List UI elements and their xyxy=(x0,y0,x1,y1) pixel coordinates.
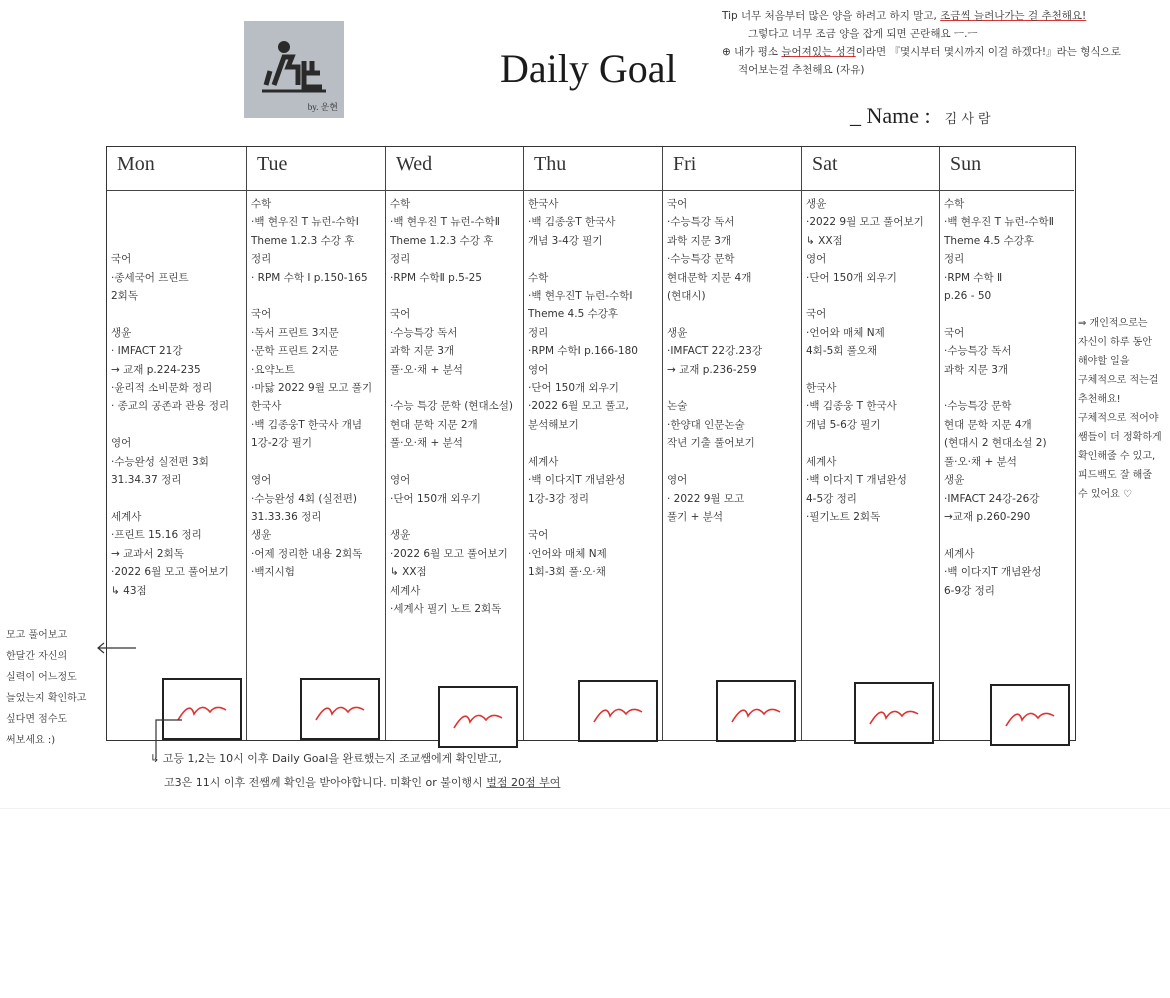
day-column-tue xyxy=(247,147,386,740)
side-note-line: 구체적으로 적는걸 xyxy=(1078,375,1159,386)
goal-line: ↳ XX점 xyxy=(390,566,427,579)
goal-line xyxy=(390,508,519,526)
goal-line: 현대문학 지문 4개 xyxy=(667,271,752,284)
day-goals xyxy=(940,191,1074,600)
goal-line: → 교과서 2회독 xyxy=(111,547,184,560)
goal-line: ·수능특강 독서 xyxy=(390,326,458,339)
goal-line: ·2022 6월 모고 풀어보기 xyxy=(111,566,229,579)
side-note-line: ⇒ 개인적으로는 xyxy=(1078,318,1148,329)
goal-line: 생윤 xyxy=(111,326,132,339)
goal-line: ·필기노트 2회독 xyxy=(806,510,881,523)
name-label: _ Name : xyxy=(850,103,931,128)
goal-line xyxy=(944,526,1070,544)
goal-line xyxy=(667,453,797,471)
signature-box-tue[interactable] xyxy=(300,678,380,740)
goal-line xyxy=(251,287,381,305)
goal-line: ·문학 프린트 2지문 xyxy=(251,345,339,358)
score-note-line: 써보세요 :) xyxy=(6,735,56,746)
day-header: Sun xyxy=(940,147,1074,191)
goal-line: 국어 xyxy=(390,308,411,321)
tip-line-1-emphasis: 조금씩 늘려나가는 걸 추천해요! xyxy=(940,10,1087,22)
goal-line: ·백 김종웅 T 한국사 xyxy=(806,400,897,413)
goal-line: ·수능 특강 문학 (현대소설) xyxy=(390,400,513,413)
goal-line: ·수능특강 문학 xyxy=(944,400,1012,413)
goal-line xyxy=(528,508,658,526)
goal-line: 1회-3회 풀·오·채 xyxy=(528,566,606,579)
goal-line: 세계사 xyxy=(390,584,421,597)
side-note-line: 피드백도 잘 해줄 xyxy=(1078,470,1152,481)
goal-line xyxy=(944,379,1070,397)
score-note-line: 싶다면 점수도 xyxy=(6,714,68,725)
goal-line: ·마닳 2022 9월 모고 풀기 xyxy=(251,382,373,395)
goal-line: ·수능특강 독서 xyxy=(667,216,735,229)
goal-line: ·단어 150개 외우기 xyxy=(806,271,897,284)
goal-line: 과학 지문 3개 xyxy=(944,363,1009,376)
goal-line: 국어 xyxy=(944,326,965,339)
goal-line: 6-9강 정리 xyxy=(944,584,995,597)
goal-line: ·RPM 수학Ⅰ p.166-180 xyxy=(528,345,638,358)
goal-line: ·단어 150개 외우기 xyxy=(528,382,619,395)
goal-line: 국어 xyxy=(528,529,549,542)
goal-line: Theme 1.2.3 수강 후 xyxy=(390,234,494,247)
penalty-emphasis: 벌점 20점 부여 xyxy=(486,776,561,789)
goal-line: 풀·오·채 + 분석 xyxy=(390,363,463,376)
goal-line: 분석해보기 xyxy=(528,418,579,431)
goal-line: 현대 문학 지문 4개 xyxy=(944,418,1032,431)
goal-line: 영어 xyxy=(806,253,827,266)
day-column-thu xyxy=(524,147,663,740)
name-value[interactable]: 김 사 람 xyxy=(944,112,991,127)
side-note-line: 쌤들이 더 정확하게 xyxy=(1078,432,1162,443)
goal-line: 한국사 xyxy=(528,198,559,210)
goal-line: 1강-3강 정리 xyxy=(528,492,590,505)
goal-line xyxy=(528,434,658,452)
day-column-wed xyxy=(386,147,524,740)
goal-line: 수학 xyxy=(944,198,965,210)
goal-line: ·언어와 매체 N제 xyxy=(528,547,607,560)
goal-line: ·독서 프린트 3지문 xyxy=(251,326,339,339)
goal-line: ·수능특강 독서 xyxy=(944,345,1012,358)
goal-line: ·한양대 인문논술 xyxy=(667,418,745,431)
goal-line: 한국사 xyxy=(806,382,837,395)
goal-line: (현대시 2 현대소설 2) xyxy=(944,437,1047,450)
goal-line: 수학 xyxy=(251,198,272,210)
goal-line xyxy=(806,361,935,379)
goal-line: 수학 xyxy=(390,198,411,210)
goal-line: →교재 p.260-290 xyxy=(944,510,1031,523)
goal-line: → 교재 p.224-235 xyxy=(111,363,201,376)
goal-line: 31.34.37 정리 xyxy=(111,474,182,487)
goal-line: p.26 - 50 xyxy=(944,290,992,303)
goal-line: ·IMFACT 22강.23강 xyxy=(667,345,762,358)
side-note-line: 자신이 하루 동안 xyxy=(1078,337,1152,348)
goal-line xyxy=(667,305,797,323)
tip-line-3: ⊕ 내가 평소 xyxy=(722,46,782,58)
goal-line: 풀기 + 분석 xyxy=(667,510,724,523)
goal-line: 세계사 xyxy=(806,455,837,468)
goal-line xyxy=(528,250,658,268)
goal-line: ·RPM 수학Ⅱ p.5-25 xyxy=(390,271,482,284)
goal-line: 세계사 xyxy=(528,455,559,468)
goal-line: ↳ 43점 xyxy=(111,584,147,597)
goal-line: 영어 xyxy=(667,474,688,487)
goal-line: ·프린트 15.16 정리 xyxy=(111,529,202,542)
day-header: Mon xyxy=(107,147,246,191)
goal-line xyxy=(806,287,935,305)
goal-line: Theme 1.2.3 수강 후 xyxy=(251,234,355,247)
goal-line: 정리 xyxy=(944,253,965,266)
signature-box-thu[interactable] xyxy=(578,680,658,742)
score-note-line: 늘었는지 확인하고 xyxy=(6,693,87,704)
day-goals xyxy=(247,191,385,582)
goal-line: 과학 지문 3개 xyxy=(667,234,732,247)
goal-line: · 2022 9월 모고 xyxy=(667,492,745,505)
tip-line-1: Tip 너무 처음부터 많은 양을 하려고 하지 말고, xyxy=(722,10,941,22)
tip-line-4: 적어보는걸 추천해요 (자유) xyxy=(738,64,865,76)
goal-line xyxy=(111,232,242,250)
day-goals xyxy=(524,191,662,582)
day-column-fri xyxy=(663,147,802,740)
score-note-line: 실력이 어느정도 xyxy=(6,672,77,683)
goal-line: 정리 xyxy=(251,253,272,266)
goal-line: 국어 xyxy=(806,308,827,321)
page-title: Daily Goal xyxy=(500,46,677,91)
goal-line: 과학 지문 3개 xyxy=(390,345,455,358)
day-goals xyxy=(802,191,939,526)
goal-line: 풀·오·채 + 분석 xyxy=(944,455,1017,468)
goal-line: 영어 xyxy=(111,437,132,450)
side-note-line: 해야할 일을 xyxy=(1078,356,1130,367)
goal-line: 국어 xyxy=(667,198,688,210)
day-header: Thu xyxy=(524,147,662,191)
goal-line xyxy=(111,305,242,323)
goal-line: ↳ XX점 xyxy=(806,234,843,247)
goal-line: ·IMFACT 24강-26강 xyxy=(944,492,1040,505)
goal-line: ·세계사 필기 노트 2회독 xyxy=(390,602,502,615)
bottom-note-line-1: ↳ 고등 1,2는 10시 이후 Daily Goal을 완료했는지 조교쌤에게 확인받고, xyxy=(150,752,502,765)
goal-line: ·백 김종웅T 한국사 개념 xyxy=(251,418,363,431)
goal-line: 영어 xyxy=(390,474,411,487)
goal-line: 생윤 xyxy=(251,529,272,542)
brand-logo xyxy=(244,21,344,118)
goal-line: · IMFACT 21강 xyxy=(111,345,183,358)
goal-line: ·2022 6월 모고 풀어보기 xyxy=(390,547,508,560)
score-note-line: 모고 풀어보고 xyxy=(6,630,68,641)
goal-line xyxy=(111,490,242,508)
goal-line xyxy=(251,453,381,471)
goal-line: ·백 김종웅T 한국사 xyxy=(528,216,616,229)
goal-line: ·RPM 수학 Ⅱ xyxy=(944,271,1003,284)
goal-line: ·백 현우진 T 뉴런-수학Ⅱ xyxy=(944,216,1054,229)
goal-line: 생윤 xyxy=(806,198,827,210)
logo-byline: by. 운현 xyxy=(307,102,338,112)
goal-line: 개념 5-6강 필기 xyxy=(806,418,881,431)
goal-line: ·종세국어 프린트 xyxy=(111,271,189,284)
goal-line: 작년 기출 풀어보기 xyxy=(667,437,755,450)
name-field xyxy=(850,103,991,129)
goal-line: ·단어 150개 외우기 xyxy=(390,492,481,505)
tip-line-3-emphasis: 늘어져있는 성격 xyxy=(781,46,856,58)
goal-line: 4회-5회 풀오채 xyxy=(806,345,878,358)
goal-line: ·수능완성 실전편 3회 xyxy=(111,455,209,468)
bottom-note xyxy=(150,747,560,795)
signature-box-wed[interactable] xyxy=(438,686,518,748)
goal-line xyxy=(667,379,797,397)
blank-area xyxy=(0,808,1170,998)
goal-line: Theme 4.5 수강후 xyxy=(944,234,1035,247)
day-header: Tue xyxy=(247,147,385,191)
signature-box-sat[interactable] xyxy=(854,682,934,744)
goal-line: 생윤 xyxy=(390,529,411,542)
side-note-line: 구체적으로 적어야 xyxy=(1078,413,1159,424)
tip-line-3-rest: 이라면 『몇시부터 몇시까지 이걸 하겠다!』라는 형식으로 xyxy=(855,46,1121,58)
goal-line: ·수능완성 4회 (실전편) xyxy=(251,492,358,505)
goal-line: 1강-2강 필기 xyxy=(251,437,313,450)
arrow-left-icon xyxy=(94,640,138,656)
goal-line: 현대 문학 지문 2개 xyxy=(390,418,478,431)
goal-line: ·요약노트 xyxy=(251,363,295,376)
day-header: Wed xyxy=(386,147,523,191)
tip-line-2: 그렇다고 너무 조금 양을 잡게 되면 곤란해요 ㅡ.ㅡ xyxy=(748,28,978,40)
goal-line: 국어 xyxy=(251,308,272,321)
day-column-sat xyxy=(802,147,940,740)
side-note-line: 확인해줄 수 있고, xyxy=(1078,451,1156,462)
weekly-goal-table xyxy=(106,146,1076,741)
side-note xyxy=(1078,314,1170,504)
side-note-line: 수 있어요 ♡ xyxy=(1078,489,1132,500)
goal-line: ·백 이다지T 개념완성 xyxy=(944,566,1042,579)
goal-line: 수학 xyxy=(528,271,549,284)
goal-line: (현대시) xyxy=(667,290,706,303)
goal-line xyxy=(111,416,242,434)
goal-line: 생윤 xyxy=(667,326,688,339)
goal-line xyxy=(806,434,935,452)
goal-line: ·2022 6월 모고 풀고, xyxy=(528,400,629,413)
goal-line: ·2022 9월 모고 풀어보기 xyxy=(806,216,924,229)
goal-line: 한국사 xyxy=(251,400,282,413)
goal-line: 세계사 xyxy=(944,547,975,560)
goal-line: ·백 현우진T 뉴런-수학Ⅰ xyxy=(528,290,633,303)
goal-line: · 종교의 공존과 관용 정리 xyxy=(111,400,230,413)
goal-line: ·백 현우진 T 뉴런-수학Ⅰ xyxy=(251,216,359,229)
day-goals xyxy=(386,191,523,618)
goal-line: ·윤리적 소비문화 정리 xyxy=(111,382,213,395)
day-header: Sat xyxy=(802,147,939,191)
goal-line: 4-5강 정리 xyxy=(806,492,857,505)
goal-line: 31.33.36 정리 xyxy=(251,510,322,523)
goal-line xyxy=(111,195,242,213)
goal-line xyxy=(111,213,242,231)
day-goals xyxy=(107,191,246,600)
signature-box-sun[interactable] xyxy=(990,684,1070,746)
tips-note xyxy=(722,7,1170,79)
goal-line: ·수능특강 문학 xyxy=(667,253,735,266)
score-note-line: 한달간 자신의 xyxy=(6,651,68,662)
bottom-note-line-2: 고3은 11시 이후 전쌤께 확인을 받아야합니다. 미확인 or 불이행시 xyxy=(164,776,487,789)
goal-line: 개념 3-4강 필기 xyxy=(528,234,603,247)
goal-line: Theme 4.5 수강후 xyxy=(528,308,619,321)
goal-line: ·언어와 매체 N제 xyxy=(806,326,885,339)
goal-line: ·백 현우진 T 뉴런-수학Ⅱ xyxy=(390,216,500,229)
goal-line xyxy=(390,287,519,305)
goal-line: ·어제 정리한 내용 2회독 xyxy=(251,547,363,560)
goal-line: → 교재 p.236-259 xyxy=(667,363,757,376)
goal-line: 국어 xyxy=(111,253,132,266)
day-goals xyxy=(663,191,801,526)
goal-line: 세계사 xyxy=(111,510,142,523)
goal-line: 논술 xyxy=(667,400,688,413)
goal-line: 풀·오·채 + 분석 xyxy=(390,437,463,450)
goal-line: ·백지시험 xyxy=(251,566,295,579)
goal-line xyxy=(390,453,519,471)
goal-line: 정리 xyxy=(390,253,411,266)
goal-line: ·백 이다지 T 개념완성 xyxy=(806,474,907,487)
goal-line xyxy=(390,379,519,397)
day-column-sun xyxy=(940,147,1074,740)
goal-line: 영어 xyxy=(251,474,272,487)
day-header: Fri xyxy=(663,147,801,191)
goal-line: ·백 이다지T 개념완성 xyxy=(528,474,626,487)
goal-line: 2회독 xyxy=(111,290,138,303)
goal-line: 생윤 xyxy=(944,474,965,487)
goal-line: · RPM 수학 Ⅰ p.150-165 xyxy=(251,271,368,284)
goal-line: 정리 xyxy=(528,326,549,339)
signature-box-fri[interactable] xyxy=(716,680,796,742)
goal-line: 영어 xyxy=(528,363,549,376)
goal-line xyxy=(944,305,1070,323)
side-note-line: 추천해요! xyxy=(1078,394,1121,405)
